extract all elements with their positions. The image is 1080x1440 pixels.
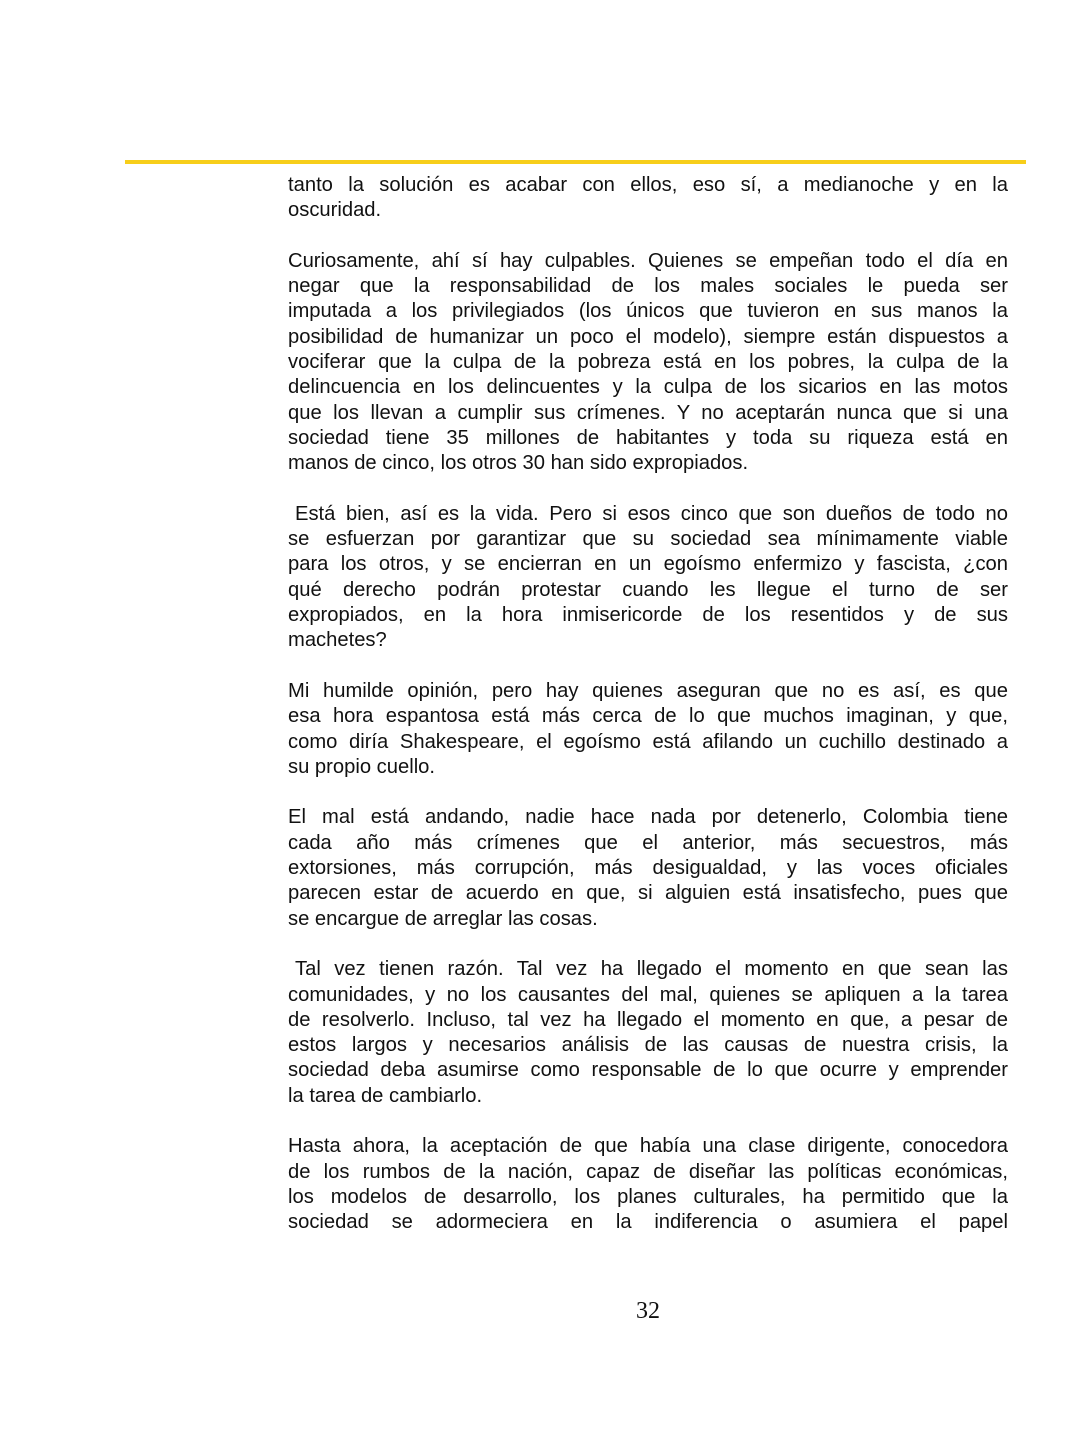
text-line: Tal vez tienen razón. Tal vez ha llegado el momento en que sean las [295, 958, 1008, 981]
text-line: su propio cuello. [288, 755, 436, 778]
text-line: Mi humilde opinión, pero hay quienes aseguran que no es así, es que [288, 679, 1008, 702]
text-line: manos de cinco, los otros 30 han sido expropiados. [288, 452, 749, 475]
text-line: extorsiones, más corrupción, más desigualdad, y las voces oficiales [288, 857, 1008, 880]
text-line: sociedad se adormeciera en la indiferencia o asumiera el papel [288, 1211, 1008, 1234]
paragraph [288, 249, 1008, 477]
paragraph [288, 173, 1008, 224]
text-line: los modelos de desarrollo, los planes culturales, ha permitido que la [288, 1185, 1008, 1208]
text-line: sociedad tiene 35 millones de habitantes y toda su riqueza está en [288, 426, 1008, 449]
text-line: comunidades, y no los causantes del mal, quienes se apliquen a la tarea [288, 983, 1008, 1006]
text-line: delincuencia en los delincuentes y la culpa de los sicarios en las motos [288, 376, 1008, 399]
text-line: imputada a los privilegiados (los únicos que tuvieron en sus manos la [288, 300, 1008, 323]
text-line: para los otros, y se encierran en un egoísmo enfermizo y fascista, ¿con [288, 553, 1008, 576]
paragraph [288, 502, 1008, 654]
text-line: parecen estar de acuerdo en que, si alguien está insatisfecho, pues que [288, 882, 1008, 905]
text-line: qué derecho podrán protestar cuando les llegue el turno de ser [288, 578, 1008, 601]
text-line: de los rumbos de la nación, capaz de diseñar las políticas económicas, [288, 1160, 1008, 1183]
paragraph [288, 957, 1008, 1109]
text-line: negar que la responsabilidad de los males sociales le pueda ser [288, 275, 1008, 298]
text-line: machetes? [288, 629, 387, 652]
text-line: posibilidad de humanizar un poco el modelo), siempre están dispuestos a [288, 325, 1008, 348]
text-line: expropiados, en la hora inmisericorde de los resentidos y de sus [288, 604, 1008, 627]
header-rule [125, 160, 1026, 164]
text-line: la tarea de cambiarlo. [288, 1084, 483, 1107]
text-line: como diría Shakespeare, el egoísmo está afilando un cuchillo destinado a [288, 730, 1008, 753]
body-text [288, 173, 1008, 1261]
text-line: que los llevan a cumplir sus crímenes. Y no aceptarán nunca que si una [288, 401, 1008, 424]
text-line: El mal está andando, nadie hace nada por detenerlo, Colombia tiene [288, 806, 1008, 829]
paragraph [288, 679, 1008, 780]
text-line: cada año más crímenes que el anterior, más secuestros, más [288, 831, 1008, 854]
text-line: sociedad deba asumirse como responsable de lo que ocurre y emprender [288, 1059, 1008, 1082]
text-line: vociferar que la culpa de la pobreza está en los pobres, la culpa de la [288, 351, 1008, 374]
text-line: de resolverlo. Incluso, tal vez ha llegado el momento en que, a pesar de [288, 1008, 1008, 1031]
text-line: oscuridad. [288, 199, 382, 222]
text-line: se encargue de arreglar las cosas. [288, 907, 598, 930]
text-line: Está bien, así es la vida. Pero si esos cinco que son dueños de todo no [295, 502, 1008, 525]
text-line: Hasta ahora, la aceptación de que había una clase dirigente, conocedora [288, 1135, 1008, 1158]
text-line: esa hora espantosa está más cerca de lo que muchos imaginan, y que, [288, 705, 1008, 728]
text-line: tanto la solución es acabar con ellos, eso sí, a medianoche y en la [288, 174, 1008, 196]
text-line: estos largos y necesarios análisis de las causas de nuestra crisis, la [288, 1034, 1008, 1057]
page-number: 32 [636, 1298, 660, 1324]
paragraph [288, 805, 1008, 931]
paragraph [288, 1134, 1008, 1235]
text-line: Curiosamente, ahí sí hay culpables. Quienes se empeñan todo el día en [288, 249, 1008, 272]
text-line: se esfuerzan por garantizar que su sociedad sea mínimamente viable [288, 528, 1008, 551]
